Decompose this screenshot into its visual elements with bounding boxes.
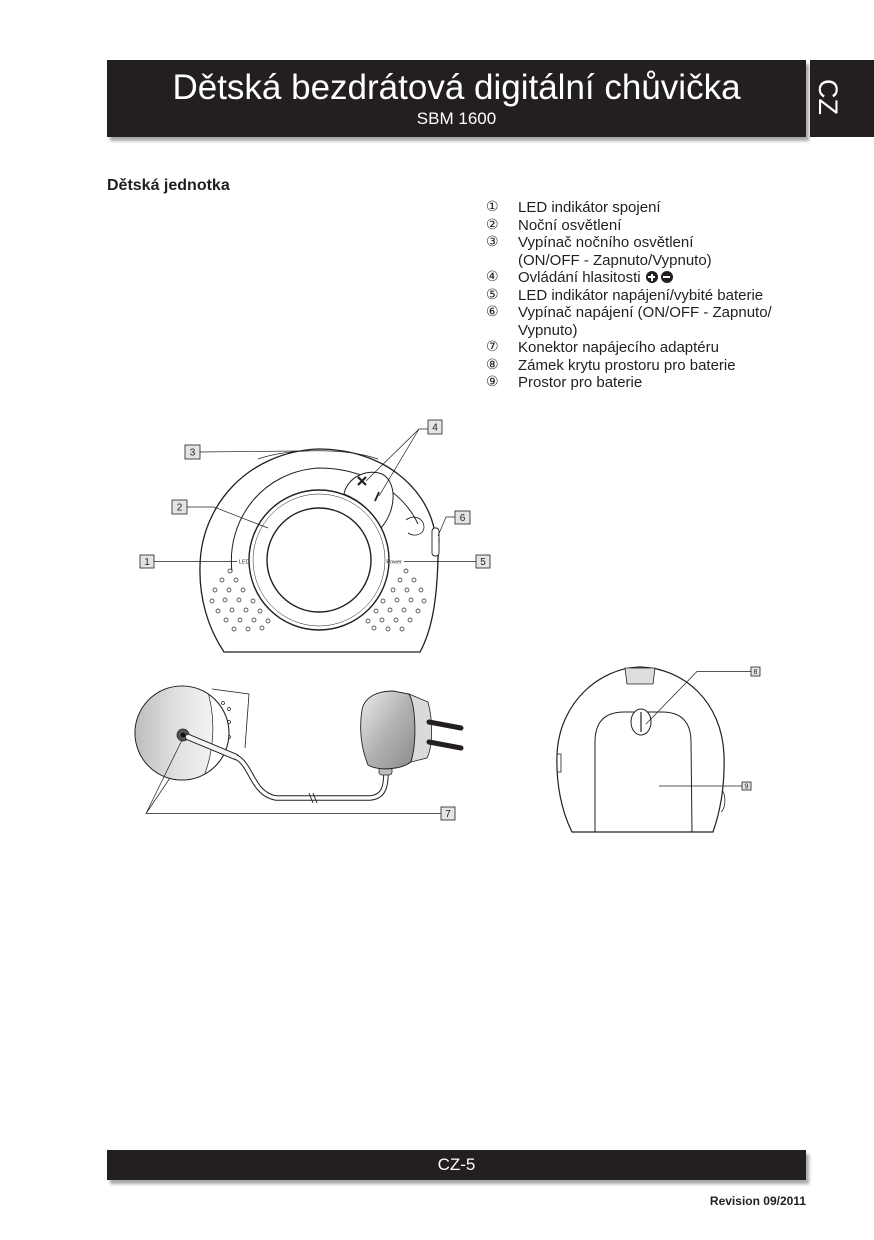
adapter-prong-bottom xyxy=(429,742,461,748)
legend-text xyxy=(518,199,661,217)
callout-number: 7 xyxy=(445,809,451,820)
legend-number: ⑦ xyxy=(486,339,499,355)
speaker-hole xyxy=(224,618,228,622)
speaker-hole xyxy=(422,599,426,603)
legend-item-6 xyxy=(486,304,846,339)
speaker-hole xyxy=(398,578,402,582)
leader-line xyxy=(200,451,298,452)
legend-line: Vypínač napájení (ON/OFF - Zapnuto/ xyxy=(518,304,772,321)
legend-line-with-icons xyxy=(518,269,673,287)
speaker-hole xyxy=(405,588,409,592)
adapter-body xyxy=(361,691,415,769)
legend-number: ⑤ xyxy=(486,286,499,303)
legend-number: ④ xyxy=(486,269,499,285)
speaker-hole xyxy=(246,627,250,631)
legend-text xyxy=(518,217,621,235)
minus-circle-icon xyxy=(661,271,673,283)
legend-item-3 xyxy=(486,234,846,269)
product-diagrams xyxy=(0,400,874,850)
speaker-hole xyxy=(372,626,376,630)
speaker-hole xyxy=(419,588,423,592)
revision-note: Revision 09/2011 xyxy=(709,1194,806,1208)
magnified-device-side xyxy=(130,680,213,785)
legend-text xyxy=(518,234,712,269)
power-panel-label: Power xyxy=(386,559,402,566)
footer-bar xyxy=(107,1150,806,1180)
speaker-hole xyxy=(395,598,399,602)
speaker-hole xyxy=(400,627,404,631)
legend-number: ⑧ xyxy=(486,356,499,373)
speaker-hole xyxy=(230,608,234,612)
legend-text xyxy=(518,287,763,305)
legend-number: ③ xyxy=(486,234,499,250)
cable-outline xyxy=(236,757,386,798)
speaker-hole xyxy=(404,569,408,573)
language-tab-label: CZ xyxy=(813,79,843,115)
legend-line: Noční osvětlení xyxy=(518,216,622,234)
legend-text xyxy=(518,357,736,375)
callout-number: 2 xyxy=(176,502,183,514)
legend-line: Vypínač nočního osvětlení xyxy=(518,234,694,251)
legend-number: ⑥ xyxy=(486,304,499,320)
speaker-hole xyxy=(222,702,225,705)
legend-text xyxy=(518,304,772,339)
top-switch xyxy=(625,668,655,684)
section-heading: Dětská jednotka xyxy=(107,177,230,194)
legend-item-1 xyxy=(486,199,846,217)
speaker-hole xyxy=(266,619,270,623)
speaker-hole xyxy=(227,588,231,592)
speaker-hole xyxy=(409,598,413,602)
legend-number: ② xyxy=(486,216,499,233)
legend-text xyxy=(518,374,642,392)
legend-line: Konektor napájecího adaptéru xyxy=(518,339,719,356)
speaker-hole xyxy=(402,608,406,612)
speaker-hole xyxy=(238,618,242,622)
cable xyxy=(236,757,386,798)
speaker-hole xyxy=(412,578,416,582)
legend-number: ① xyxy=(486,199,499,215)
legend-line: Vypnuto) xyxy=(518,321,578,339)
speaker-hole xyxy=(223,598,227,602)
legend-item-2 xyxy=(486,217,846,235)
callout-6 xyxy=(438,511,470,536)
speaker-hole xyxy=(234,578,238,582)
legend-item-8 xyxy=(486,357,846,375)
legend-text xyxy=(518,339,719,357)
legend-item-5 xyxy=(486,287,846,305)
speaker-hole xyxy=(251,599,255,603)
night-light-lens xyxy=(267,508,371,612)
speaker-hole xyxy=(391,588,395,592)
legend-line: Ovládání hlasitosti xyxy=(518,269,641,286)
callout-number: 9 xyxy=(744,783,749,791)
adapter-prong-top xyxy=(429,722,461,728)
led-panel-label: LED xyxy=(239,559,250,566)
callout-number: 6 xyxy=(459,513,466,524)
legend-line: Prostor pro baterie xyxy=(518,374,643,391)
speaker-hole xyxy=(213,588,217,592)
callout-number: 8 xyxy=(753,669,758,676)
speaker-hole xyxy=(388,608,392,612)
legend-line: LED indikátor spojení xyxy=(518,199,661,216)
speaker-hole xyxy=(228,708,231,711)
legend-line: (ON/OFF - Zapnuto/Vypnuto) xyxy=(518,251,712,269)
model-subtitle: SBM 1600 xyxy=(416,109,497,128)
speaker-hole xyxy=(366,619,370,623)
page-number: CZ-5 xyxy=(437,1155,476,1174)
front-view-figure xyxy=(140,420,490,652)
legend-line: Zámek krytu prostoru pro baterie xyxy=(518,356,736,374)
callout-number: 5 xyxy=(480,557,486,568)
legend-line: LED indikátor napájení/vybité baterie xyxy=(518,286,764,304)
speaker-hole xyxy=(220,578,224,582)
speaker-hole xyxy=(216,609,220,613)
speaker-hole xyxy=(380,618,384,622)
speaker-hole xyxy=(232,627,236,631)
speaker-hole xyxy=(228,569,232,573)
back-body-outline xyxy=(557,667,724,832)
legend-number: ⑨ xyxy=(486,374,499,390)
legend-item-4 xyxy=(486,269,846,287)
parts-legend xyxy=(486,199,846,392)
speaker-hole xyxy=(381,599,385,603)
language-tab xyxy=(810,60,874,137)
speaker-hole xyxy=(244,608,248,612)
legend-item-9 xyxy=(486,374,846,392)
adapter-figure xyxy=(130,680,461,820)
speaker-hole xyxy=(394,618,398,622)
device-side-surface xyxy=(130,680,213,785)
speaker-hole xyxy=(416,609,420,613)
page-title: Dětská bezdrátová digitální chůvička xyxy=(172,68,741,107)
dc-jack-pin xyxy=(181,733,186,738)
speaker-hole xyxy=(260,626,264,630)
speaker-hole xyxy=(210,599,214,603)
header-bar xyxy=(107,60,806,137)
speaker-hole xyxy=(237,598,241,602)
callout-number: 4 xyxy=(432,422,438,434)
leader-line xyxy=(438,517,455,536)
callout-number: 1 xyxy=(144,557,150,568)
speaker-hole xyxy=(408,618,412,622)
back-view-figure xyxy=(557,667,760,832)
legend-text xyxy=(518,269,673,287)
plus-circle-icon xyxy=(646,271,658,283)
speaker-hole xyxy=(386,627,390,631)
legend-item-7 xyxy=(486,339,846,357)
speaker-hole xyxy=(241,588,245,592)
power-switch xyxy=(432,528,439,556)
callout-number: 3 xyxy=(189,447,196,459)
speaker-hole xyxy=(374,609,378,613)
speaker-hole xyxy=(252,618,256,622)
speaker-hole xyxy=(258,609,262,613)
